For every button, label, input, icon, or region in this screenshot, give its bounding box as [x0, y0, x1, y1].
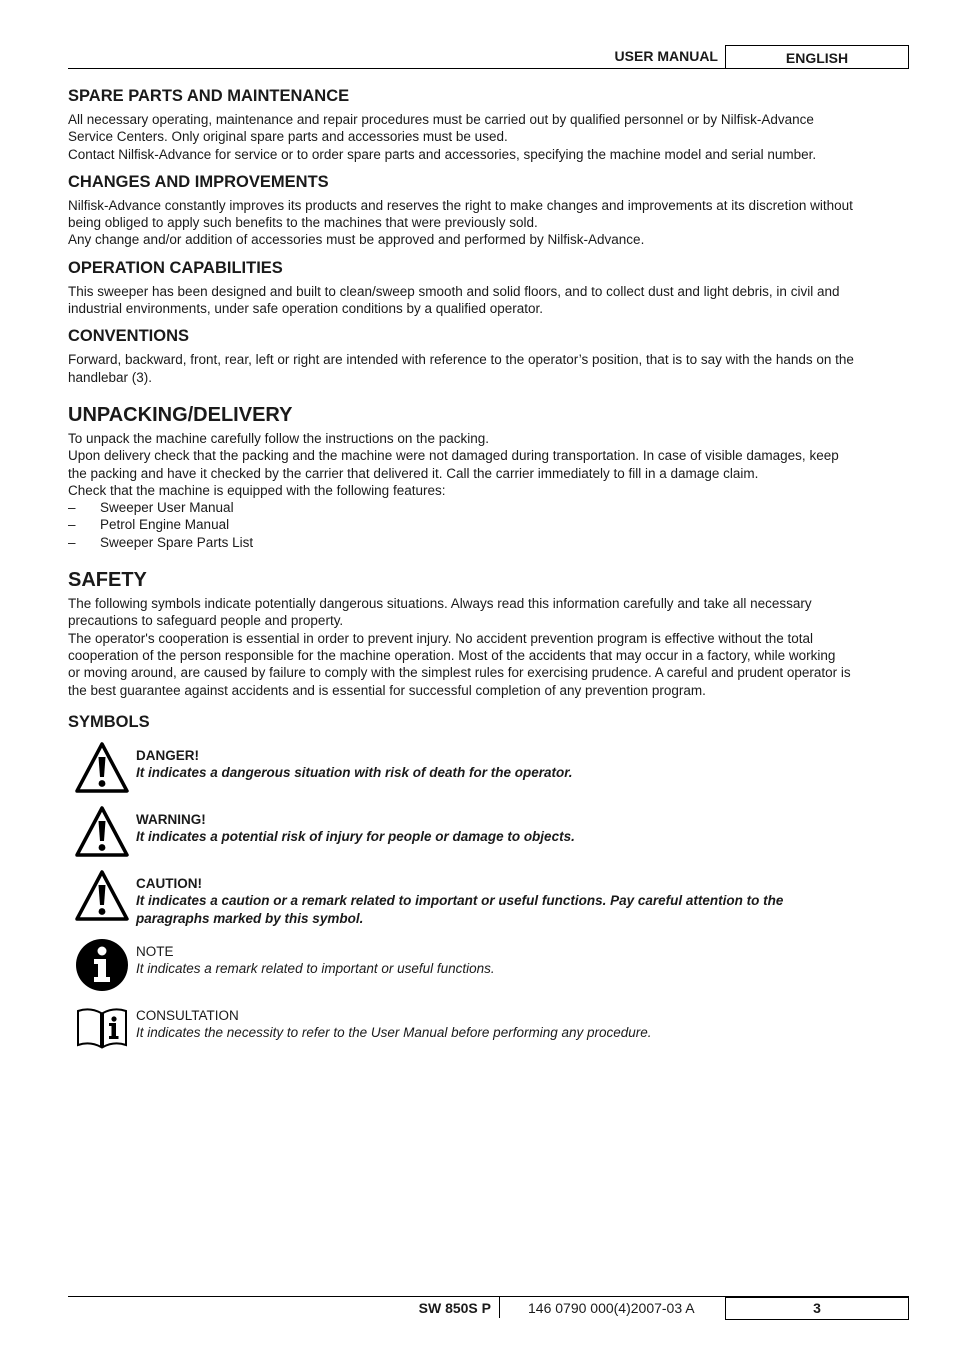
paragraph-line: Nilfisk-Advance constantly improves its products and reserves the right to make changes and improvements at its discretion without [68, 197, 853, 213]
list-item-text: Sweeper User Manual [100, 500, 234, 516]
section-title: CHANGES AND IMPROVEMENTS [68, 172, 329, 191]
symbol-text: It indicates a potential risk of injury for people or damage to objects. [136, 829, 575, 845]
symbol-consultation [68, 1001, 910, 1061]
symbol-label: DANGER! [136, 747, 199, 763]
paragraph-line: Check that the machine is equipped with the following features: [68, 482, 446, 498]
paragraph-line: precautions to safeguard people and property. [68, 613, 344, 629]
warning-triangle-icon [74, 805, 130, 861]
model-name: SW 850S P [418, 1300, 491, 1316]
paragraph-line: or moving around, are caused by failure to comply with the simplest rules for exercising prudence. A careful and prudent operator is [68, 665, 851, 681]
section-title: OPERATION CAPABILITIES [68, 258, 283, 277]
section-title: SPARE PARTS AND MAINTENANCE [68, 87, 350, 105]
symbol-note [68, 937, 910, 997]
page-header [68, 45, 909, 69]
dash-bullet: – [68, 517, 76, 533]
symbol-danger [68, 741, 910, 801]
dash-bullet: – [68, 534, 76, 550]
paragraph-line: handlebar (3). [68, 369, 153, 385]
paragraph-line: All necessary operating, maintenance and repair procedures must be carried out by qualified personnel or by Nilfisk-Advance [68, 112, 814, 127]
paragraph-line: The operator's cooperation is essential in order to prevent injury. No accident prevention program is effective without the total [68, 630, 813, 646]
section-title: SYMBOLS [68, 712, 150, 731]
warning-triangle-icon [74, 741, 130, 797]
symbol-text: It indicates a caution or a remark related to important or useful functions. Pay careful attention to the [136, 893, 784, 909]
symbol-label: CONSULTATION [136, 1007, 239, 1023]
paragraph-line: cooperation of the person responsible for the machine operation. Most of the accidents that may occur in a factory, while working [68, 647, 836, 663]
paragraph-line: Service Centers. Only original spare parts and accessories must be used. [68, 129, 508, 145]
manual-label: USER MANUAL [614, 48, 718, 64]
symbol-label: NOTE [136, 943, 174, 959]
section-safety [68, 568, 910, 699]
symbol-warning [68, 805, 910, 865]
list-item-text: Petrol Engine Manual [100, 517, 230, 533]
list-item [68, 499, 910, 516]
paragraph-line: To unpack the machine carefully follow the instructions on the packing. [68, 430, 489, 446]
section-operation [68, 258, 910, 318]
features-list [68, 499, 910, 551]
symbol-text: paragraphs marked by this symbol. [136, 910, 364, 926]
symbol-caution [68, 869, 910, 933]
footer-divider [499, 1297, 500, 1318]
paragraph-line: This sweeper has been designed and built to clean/sweep smooth and solid floors, and to collect dust and light debris, in civil and [68, 283, 840, 299]
symbol-label: WARNING! [136, 811, 206, 827]
chapter-title: UNPACKING/DELIVERY [68, 403, 293, 426]
section-conventions [68, 326, 910, 386]
language-box: ENGLISH [725, 45, 909, 68]
page-footer [68, 1296, 909, 1319]
paragraph-line: being obliged to apply such benefits to the machines that were previously sold. [68, 215, 538, 231]
section-spare-parts [68, 86, 910, 163]
section-unpacking [68, 403, 910, 551]
paragraph-line: Contact Nilfisk-Advance for service or to order spare parts and accessories, specifying the machine model and serial number. [68, 146, 817, 162]
paragraph-line: Any change and/or addition of accessories must be approved and performed by Nilfisk-Advance. [68, 232, 645, 248]
symbol-label: CAUTION! [136, 875, 202, 891]
page-number: 3 [725, 1297, 909, 1320]
section-title: CONVENTIONS [68, 327, 190, 346]
paragraph-line: the best guarantee against accidents and is essential for successful completion of any prevention program. [68, 682, 706, 698]
section-changes [68, 172, 910, 249]
section-symbols [68, 712, 910, 1061]
list-item-text: Sweeper Spare Parts List [100, 534, 254, 550]
list-item [68, 516, 910, 533]
paragraph-line: industrial environments, under safe operation conditions by a qualified operator. [68, 301, 544, 317]
book-info-icon [74, 1001, 130, 1057]
paragraph-line: the packing and have it checked by the carrier that delivered it. Call the carrier immediately to fill in a damage claim. [68, 465, 759, 481]
symbol-text: It indicates the necessity to refer to the User Manual before performing any procedure. [136, 1025, 652, 1041]
paragraph-line: Upon delivery check that the packing and the machine were not damaged during transportation. In case of visible damages, keep [68, 448, 839, 464]
info-circle-icon [74, 937, 130, 993]
dash-bullet: – [68, 500, 76, 516]
page-content [68, 86, 910, 1065]
document-code: 146 0790 000(4)2007-03 A [528, 1300, 695, 1316]
header-rule [68, 68, 909, 69]
symbol-text: It indicates a remark related to important or useful functions. [136, 961, 495, 977]
list-item [68, 534, 910, 551]
paragraph-line: Forward, backward, front, rear, left or right are intended with reference to the operator’s position, that is to say with the hands on the [68, 352, 854, 368]
symbol-text: It indicates a dangerous situation with risk of death for the operator. [136, 765, 573, 781]
paragraph-line: The following symbols indicate potentially dangerous situations. Always read this information carefully and take all necessary [68, 596, 812, 612]
chapter-title: SAFETY [68, 569, 147, 592]
warning-triangle-icon [74, 869, 130, 925]
